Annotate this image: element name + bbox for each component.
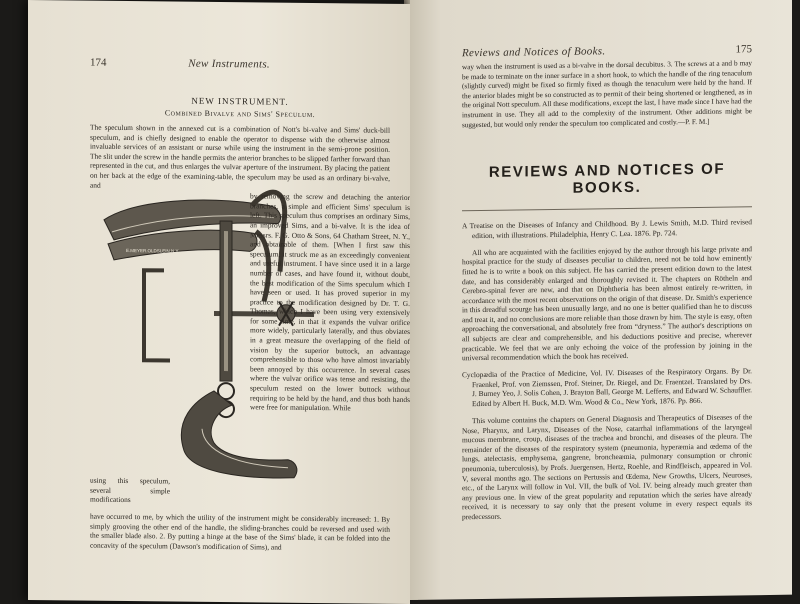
left-page <box>28 0 410 604</box>
article-title: NEW INSTRUMENT. <box>191 95 289 107</box>
review-heading: A Treatise on the Diseases of Infancy and Childhood. By J. Lewis Smith, M.D. Third revised edition, with illustrations. Philadelphia, Henry C. Lea. 1876. Pp. 724. <box>462 217 752 240</box>
right-page <box>410 0 792 600</box>
figure-side-text: by removing the screw and detaching the anterior branches, a simple and efficient Sims' speculum is left. This speculum thus comprises an ordinary Sims, an improved Sims, and a bi-valve. It is the idea of Messrs. F. G. Otto & Sons, 64 Chatham Street, N. Y., and obtainable of them. [When I first saw this speculum, it struck me as an exceedingly convenient and useful instrument. I have since used it in a large number of cases, and have found it, without doubt, the best modification of the Sims speculum which I have seen or used. It has proved superior in my practice to the modification designed by Dr. T. G. Thomas, which I have been using very extensively for some time, in that it expands the vulvar orifice more widely, particularly laterally, and thus obviates in a great measure the overlapping of the field of vision by the superior buttock, an advantage comprehensible to those who have almost invariably been annoyed by this occurrence. In several cases where the vulvar orifice was tense and resisting, the speculum rested on the lower buttock without requiring to be held by the hand, and thus both hands were free for manipulation. While <box>250 191 410 413</box>
review-entry <box>462 366 752 521</box>
review-body: This volume contains the chapters on General Diagnosis and Therapeutics of Diseases of the Nose, Pharynx, and Larynx, Diseases of the Nose, catarrhal inflammations of the laryngeal mucous membrane, croup, diseases of the trachea and bronchi, and diseases of the pleura. The remainder of the diseases of the respiratory system (pneumonia, hyperæmia and œdema of the lungs, atelectasis, emphysema, gangrene, broncheæmia, pulmonary consumption or chronic pneumonia, tuberculosis), by Profs. Juergensen, Hertz, Roehle, and Rindfleisch, appeared in Vol. V, several months ago. The sections on Pertussis and Œdema, New Growths, Ulcers, Neuroses, etc., of the Larynx will follow in Vol. VII, the bulk of Vol. IV. being already much greater than any previous one. In view of the great popularity and reputation which the series have already received, it is necessary to say only that the present volume in every respect equals its predecessors. <box>462 412 752 522</box>
right-running-head <box>462 43 752 59</box>
page-number: 174 <box>90 56 107 69</box>
article-subtitle: Combined Bivalve and Sims' Speculum. <box>164 108 316 120</box>
figure-left-text: using this speculum, several simple modifications <box>90 475 170 505</box>
review-body: All who are acquainted with the facilities enjoyed by the author through his large private and hospital practice for the study of diseases peculiar to children, need not be told how eminently fitted he is to write a book on this subject. He has carried the present edition down to the latest date, and has considerably enlarged and thoroughly revised it. The chapters on Rötheln and Cerebro-spinal fever are new, and that on Diphtheria has been almost entirely re-written, in accordance with the most recent observations on the origin of that disease. Dr. Smith's experience in this dreadful scourge has been unusually large, and no one is better qualified than he to discuss and treat it, and no conclusions are more reliable than those drawn by him. The style is easy, often approaching the conversational, and absolutely free from “dryness.” The author's descriptions on all subjects are clear and comprehensible, and his deductions positive and precise, wherever practicable. We feel that we are only echoing the voice of the profession by joining in the universal recommendation which the book has received. <box>462 243 752 363</box>
section-rule <box>462 206 752 211</box>
running-head-title: Reviews and Notices of Books. <box>462 45 606 60</box>
left-running-head <box>90 57 390 72</box>
closing-paragraph: have occurred to me, by which the utility of the instrument might be considerably increased: 1. By simply grooving the other end of the handle, the sliding-branches could be reversed and used with the smaller blade also. 2. By putting a hinge at the base of the Sims' blade, it can be folded into the concavity of the speculum (Dawson's modification of Sims), and <box>90 511 390 552</box>
speculum-figure <box>90 190 410 515</box>
review-entry <box>462 217 752 363</box>
intro-paragraph: The speculum shown in the annexed cut is a combination of Nott's bi-valve and Sims' duck-bill speculum, and is chiefly designed to enable the operator to dispense with the otherwise almost invaluable services of an assistant or nurse while using the instrument in the semi-prone position. The slit under the screw in the handle permits the anterior branches to be slipped farther forward than represented in the cut, and thus enlarges the vulvar aperture of the instrument. By placing the patient on her back at the edge of the examining-table, the speculum may be used as an ordinary bi-valve, and <box>90 122 390 190</box>
review-heading: Cyclopædia of the Practice of Medicine, Vol. IV. Diseases of the Respiratory Organs. By Dr. Fraenkel, Prof. von Ziemssen, Prof. Steiner, Dr. Riegel, and Dr. Fraentzel. Translated by Drs. J. Burney Yeo, J. Solis Cohen, J. Brayton Ball, George M. Lefferts, and Edward W. Schauffler. Edited by Albert H. Buck, M.D. Wm. Wood & Co., New York, 1876. Pp. 866. <box>462 366 752 409</box>
running-head-title: New Instruments. <box>188 57 270 71</box>
section-title: REVIEWS AND NOTICES OF BOOKS. <box>488 160 726 197</box>
page-number: 175 <box>735 43 752 56</box>
continued-text: way when the instrument is used as a bi-valve in the dorsal decubitus. 3. The screws at a and b may be made to terminate on the inner surface in a short hook, to which the handle of the ring tenaculum (slightly curved) might be fixed so firmly fixed as though the tenaculum were held by the hand. If the anterior blades might be so constructed as to permit of their being shortened or lengthened, as in the original Nott speculum. All these modifications, except the last, I have made since I have had the instrument in use. They all add to the complexity of the instrument. Other additions might be suggested, but would only render the speculum too complicated and costly.—P. F. M.] <box>462 59 752 129</box>
engraver-mark: E.MEYER.OLDSLEIN.N.Y. <box>126 248 180 254</box>
